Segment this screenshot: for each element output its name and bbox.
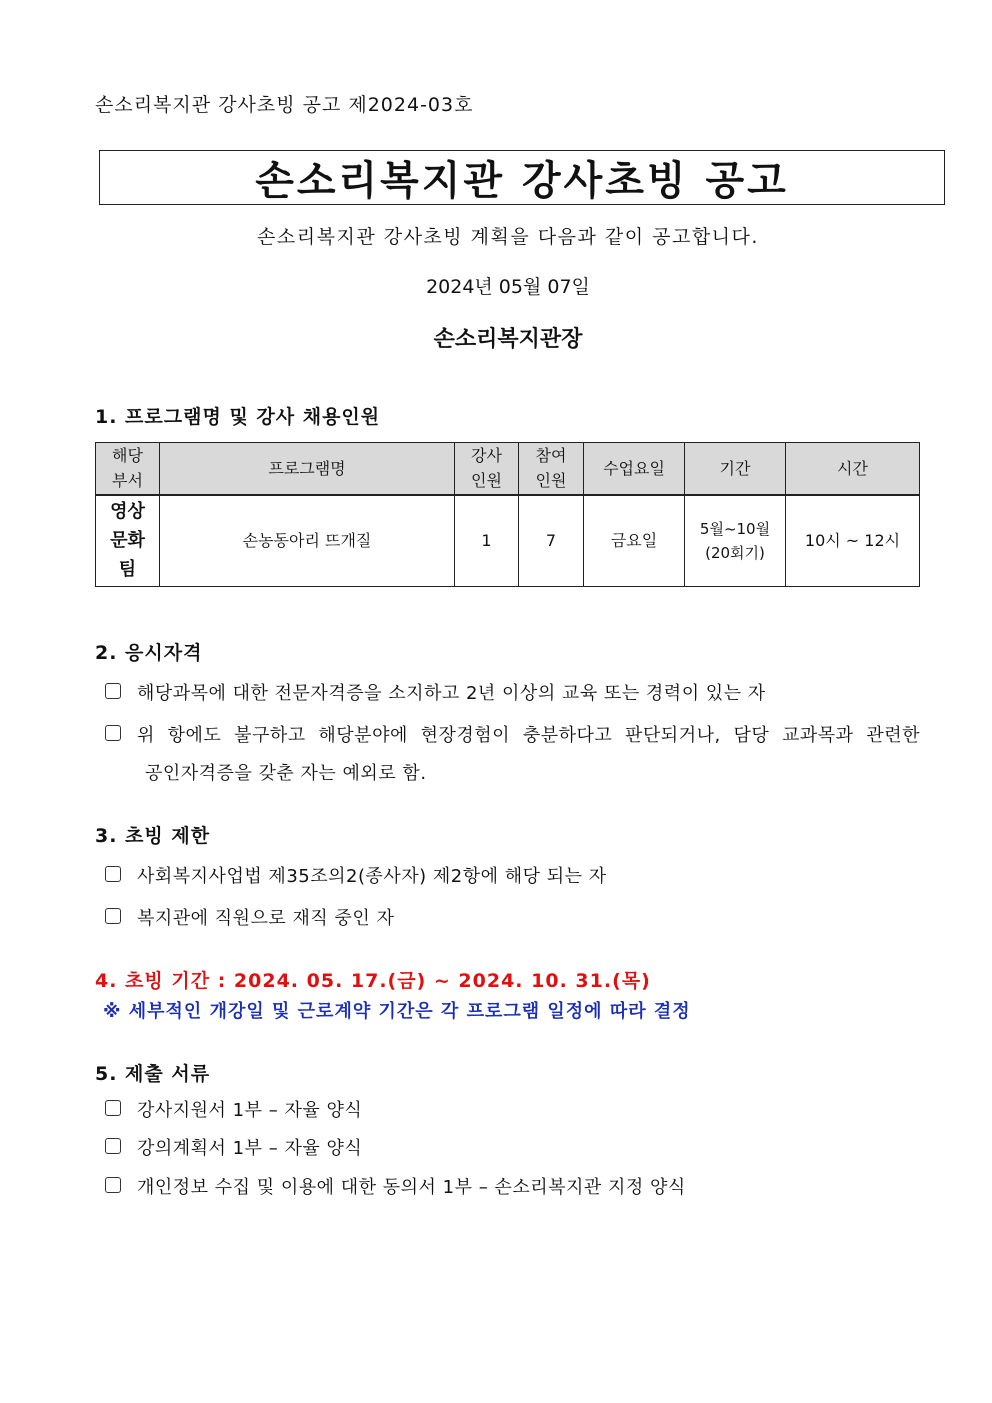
list-item [105, 862, 607, 888]
checkbox-icon [105, 683, 121, 699]
cell-dept: 영상 문화 팀 [96, 495, 160, 587]
cell-participants: 7 [519, 495, 584, 587]
cell-period: 5월~10월 (20회기) [685, 495, 786, 587]
cell-program: 손농동아리 뜨개질 [160, 495, 455, 587]
header-day: 수업요일 [584, 443, 685, 495]
checkbox-icon [105, 1138, 121, 1154]
notice-number: 손소리복지관 강사초빙 공고 제2024-03호 [95, 94, 474, 116]
page-title: 손소리복지관 강사초빙 공고 [255, 158, 789, 204]
header-period: 기간 [685, 443, 786, 495]
list-item [105, 1134, 362, 1160]
cell-instructors: 1 [455, 495, 519, 587]
list-item-continuation: 공인자격증을 갖춘 자는 예외로 함. [145, 763, 427, 784]
list-item [105, 1096, 362, 1122]
list-item-text: 강의계획서 1부 – 자율 양식 [137, 1138, 363, 1159]
signatory: 손소리복지관장 [433, 327, 583, 352]
section1-heading: 1. 프로그램명 및 강사 채용인원 [95, 406, 381, 428]
list-item-text: 복지관에 직원으로 재직 중인 자 [137, 908, 395, 929]
table-header-row [96, 443, 920, 495]
list-item [105, 679, 766, 705]
section4-heading: 4. 초빙 기간 : 2024. 05. 17.(금) ~ 2024. 10. 31.(목) [95, 970, 651, 992]
checkbox-icon [105, 866, 121, 882]
checkbox-icon [105, 1177, 121, 1193]
subtitle: 손소리복지관 강사초빙 계획을 다음과 같이 공고합니다. [257, 226, 759, 248]
title-box [99, 150, 945, 205]
header-time: 시간 [786, 443, 920, 495]
section5-heading: 5. 제출 서류 [95, 1063, 211, 1085]
list-item-text: 개인정보 수집 및 이용에 대한 동의서 1부 – 손소리복지관 지정 양식 [137, 1177, 686, 1198]
section2-heading: 2. 응시자격 [95, 642, 203, 664]
cell-time: 10시 ~ 12시 [786, 495, 920, 587]
list-item-text: 사회복지사업법 제35조의2(종사자) 제2항에 해당 되는 자 [137, 866, 607, 887]
header-participants: 참여 인원 [519, 443, 584, 495]
cell-day: 금요일 [584, 495, 685, 587]
list-item-text: 강사지원서 1부 – 자율 양식 [137, 1100, 363, 1121]
table-row [96, 495, 920, 587]
header-dept: 해당 부서 [96, 443, 160, 495]
list-item-text: 해당과목에 대한 전문자격증을 소지하고 2년 이상의 교육 또는 경력이 있는 자 [137, 683, 766, 704]
checkbox-icon [105, 725, 121, 741]
header-program: 프로그램명 [160, 443, 455, 495]
checkbox-icon [105, 1100, 121, 1116]
section3-heading: 3. 초빙 제한 [95, 825, 211, 847]
section4-note: ※ 세부적인 개강일 및 근로계약 기간은 각 프로그램 일정에 따라 결정 [103, 1001, 691, 1022]
checkbox-icon [105, 908, 121, 924]
notice-date: 2024년 05월 07일 [426, 276, 590, 298]
header-instructors: 강사 인원 [455, 443, 519, 495]
list-item [105, 721, 920, 747]
list-item [105, 1173, 686, 1199]
list-item-text: 위 항에도 불구하고 해당분야에 현장경험이 충분하다고 판단되거나, 담당 교과목과 관련한 [137, 725, 920, 746]
program-table [95, 442, 920, 587]
list-item [105, 904, 394, 930]
